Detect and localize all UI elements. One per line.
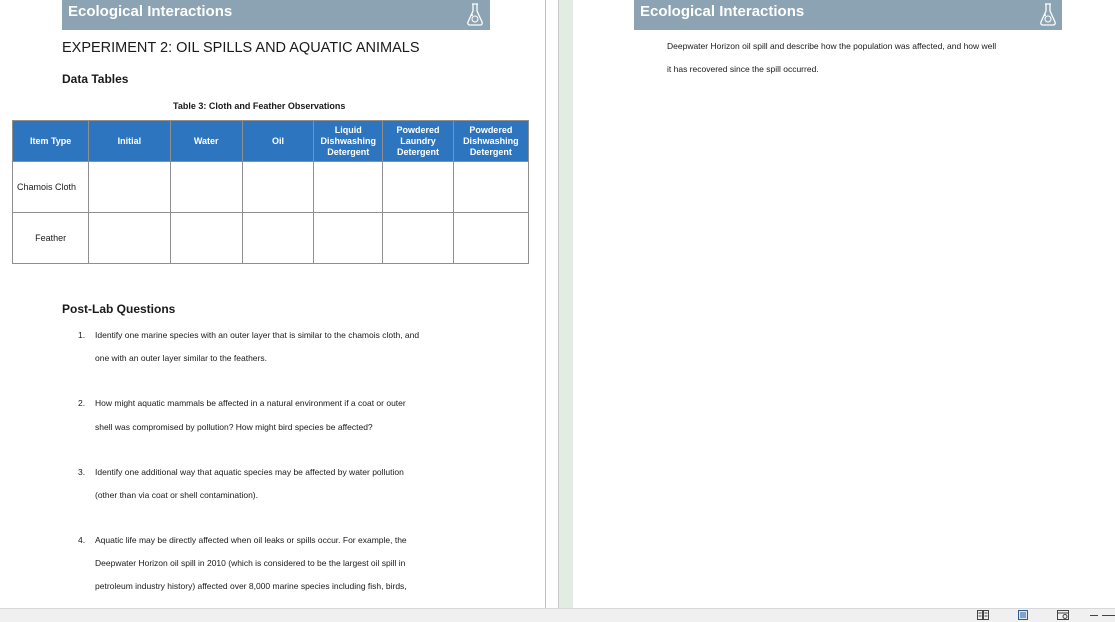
table-header-row (13, 121, 529, 162)
table-cell[interactable] (314, 162, 383, 213)
page-header (634, 0, 1062, 30)
read-mode-icon[interactable] (977, 610, 989, 620)
table-row (13, 213, 529, 264)
question-number: 1. (78, 330, 86, 340)
table-header-cell: Initial (89, 121, 170, 162)
table-cell[interactable] (453, 162, 528, 213)
experiment-title: EXPERIMENT 2: OIL SPILLS AND AQUATIC ANIMALS (62, 40, 420, 56)
document-page-left (0, 0, 535, 608)
row-label: Chamois Cloth (13, 162, 89, 213)
table-cell[interactable] (170, 213, 242, 264)
table-cell[interactable] (89, 213, 170, 264)
question-line: shell was compromised by pollution? How might bird species be affected? (95, 422, 373, 432)
observations-table (12, 120, 529, 264)
table-header-cell: Powdered Dishwashing Detergent (453, 121, 528, 162)
page-header (62, 0, 490, 30)
row-label: Feather (13, 213, 89, 264)
question-number: 4. (78, 535, 86, 545)
flask-icon (466, 2, 484, 26)
zoom-slider[interactable] (1102, 615, 1115, 616)
print-layout-icon[interactable] (1017, 610, 1029, 620)
page-edge-line (558, 0, 559, 608)
document-page-right (573, 0, 1115, 608)
body-text-line: Deepwater Horizon oil spill and describe how the population was affected, and how well (667, 41, 997, 51)
table-cell[interactable] (170, 162, 242, 213)
table-row (13, 162, 529, 213)
question-line: Identify one marine species with an outer layer that is similar to the chamois cloth, and (95, 330, 420, 340)
table-cell[interactable] (453, 213, 528, 264)
table-header-cell: Powdered Laundry Detergent (383, 121, 453, 162)
table-cell[interactable] (383, 213, 453, 264)
table-header-cell: Item Type (13, 121, 89, 162)
table-cell[interactable] (242, 162, 313, 213)
table-cell[interactable] (242, 213, 313, 264)
zoom-out-control[interactable] (1090, 615, 1098, 616)
question-line: (other than via coat or shell contamination). (95, 490, 259, 500)
question-line: Aquatic life may be directly affected when oil leaks or spills occur. For example, the (95, 535, 407, 545)
post-lab-heading: Post-Lab Questions (62, 302, 176, 316)
table-cell[interactable] (89, 162, 170, 213)
question-line: How might aquatic mammals be affected in a natural environment if a coat or outer (95, 398, 406, 408)
body-text-line: it has recovered since the spill occurred. (667, 64, 819, 74)
table-header-cell: Oil (242, 121, 313, 162)
header-title: Ecological Interactions (68, 3, 233, 20)
table-header-cell: Water (170, 121, 242, 162)
web-layout-icon[interactable] (1057, 610, 1069, 620)
question-line: one with an outer layer similar to the feathers. (95, 353, 267, 363)
header-title: Ecological Interactions (640, 3, 805, 20)
question-line: petroleum industry history) affected over 8,000 marine species including fish, birds, (95, 581, 407, 591)
table-caption: Table 3: Cloth and Feather Observations (173, 101, 346, 111)
flask-icon (1039, 2, 1057, 26)
question-line: Identify one additional way that aquatic species may be affected by water pollution (95, 467, 404, 477)
table-cell[interactable] (314, 213, 383, 264)
question-number: 2. (78, 398, 86, 408)
data-tables-heading: Data Tables (62, 72, 129, 86)
page-gutter (559, 0, 573, 608)
question-number: 3. (78, 467, 86, 477)
table-header-cell: Liquid Dishwashing Detergent (314, 121, 383, 162)
table-cell[interactable] (383, 162, 453, 213)
question-line: Deepwater Horizon oil spill in 2010 (which is considered to be the largest oil spill in (95, 558, 406, 568)
status-bar (0, 608, 1115, 622)
page-edge-line (545, 0, 546, 608)
